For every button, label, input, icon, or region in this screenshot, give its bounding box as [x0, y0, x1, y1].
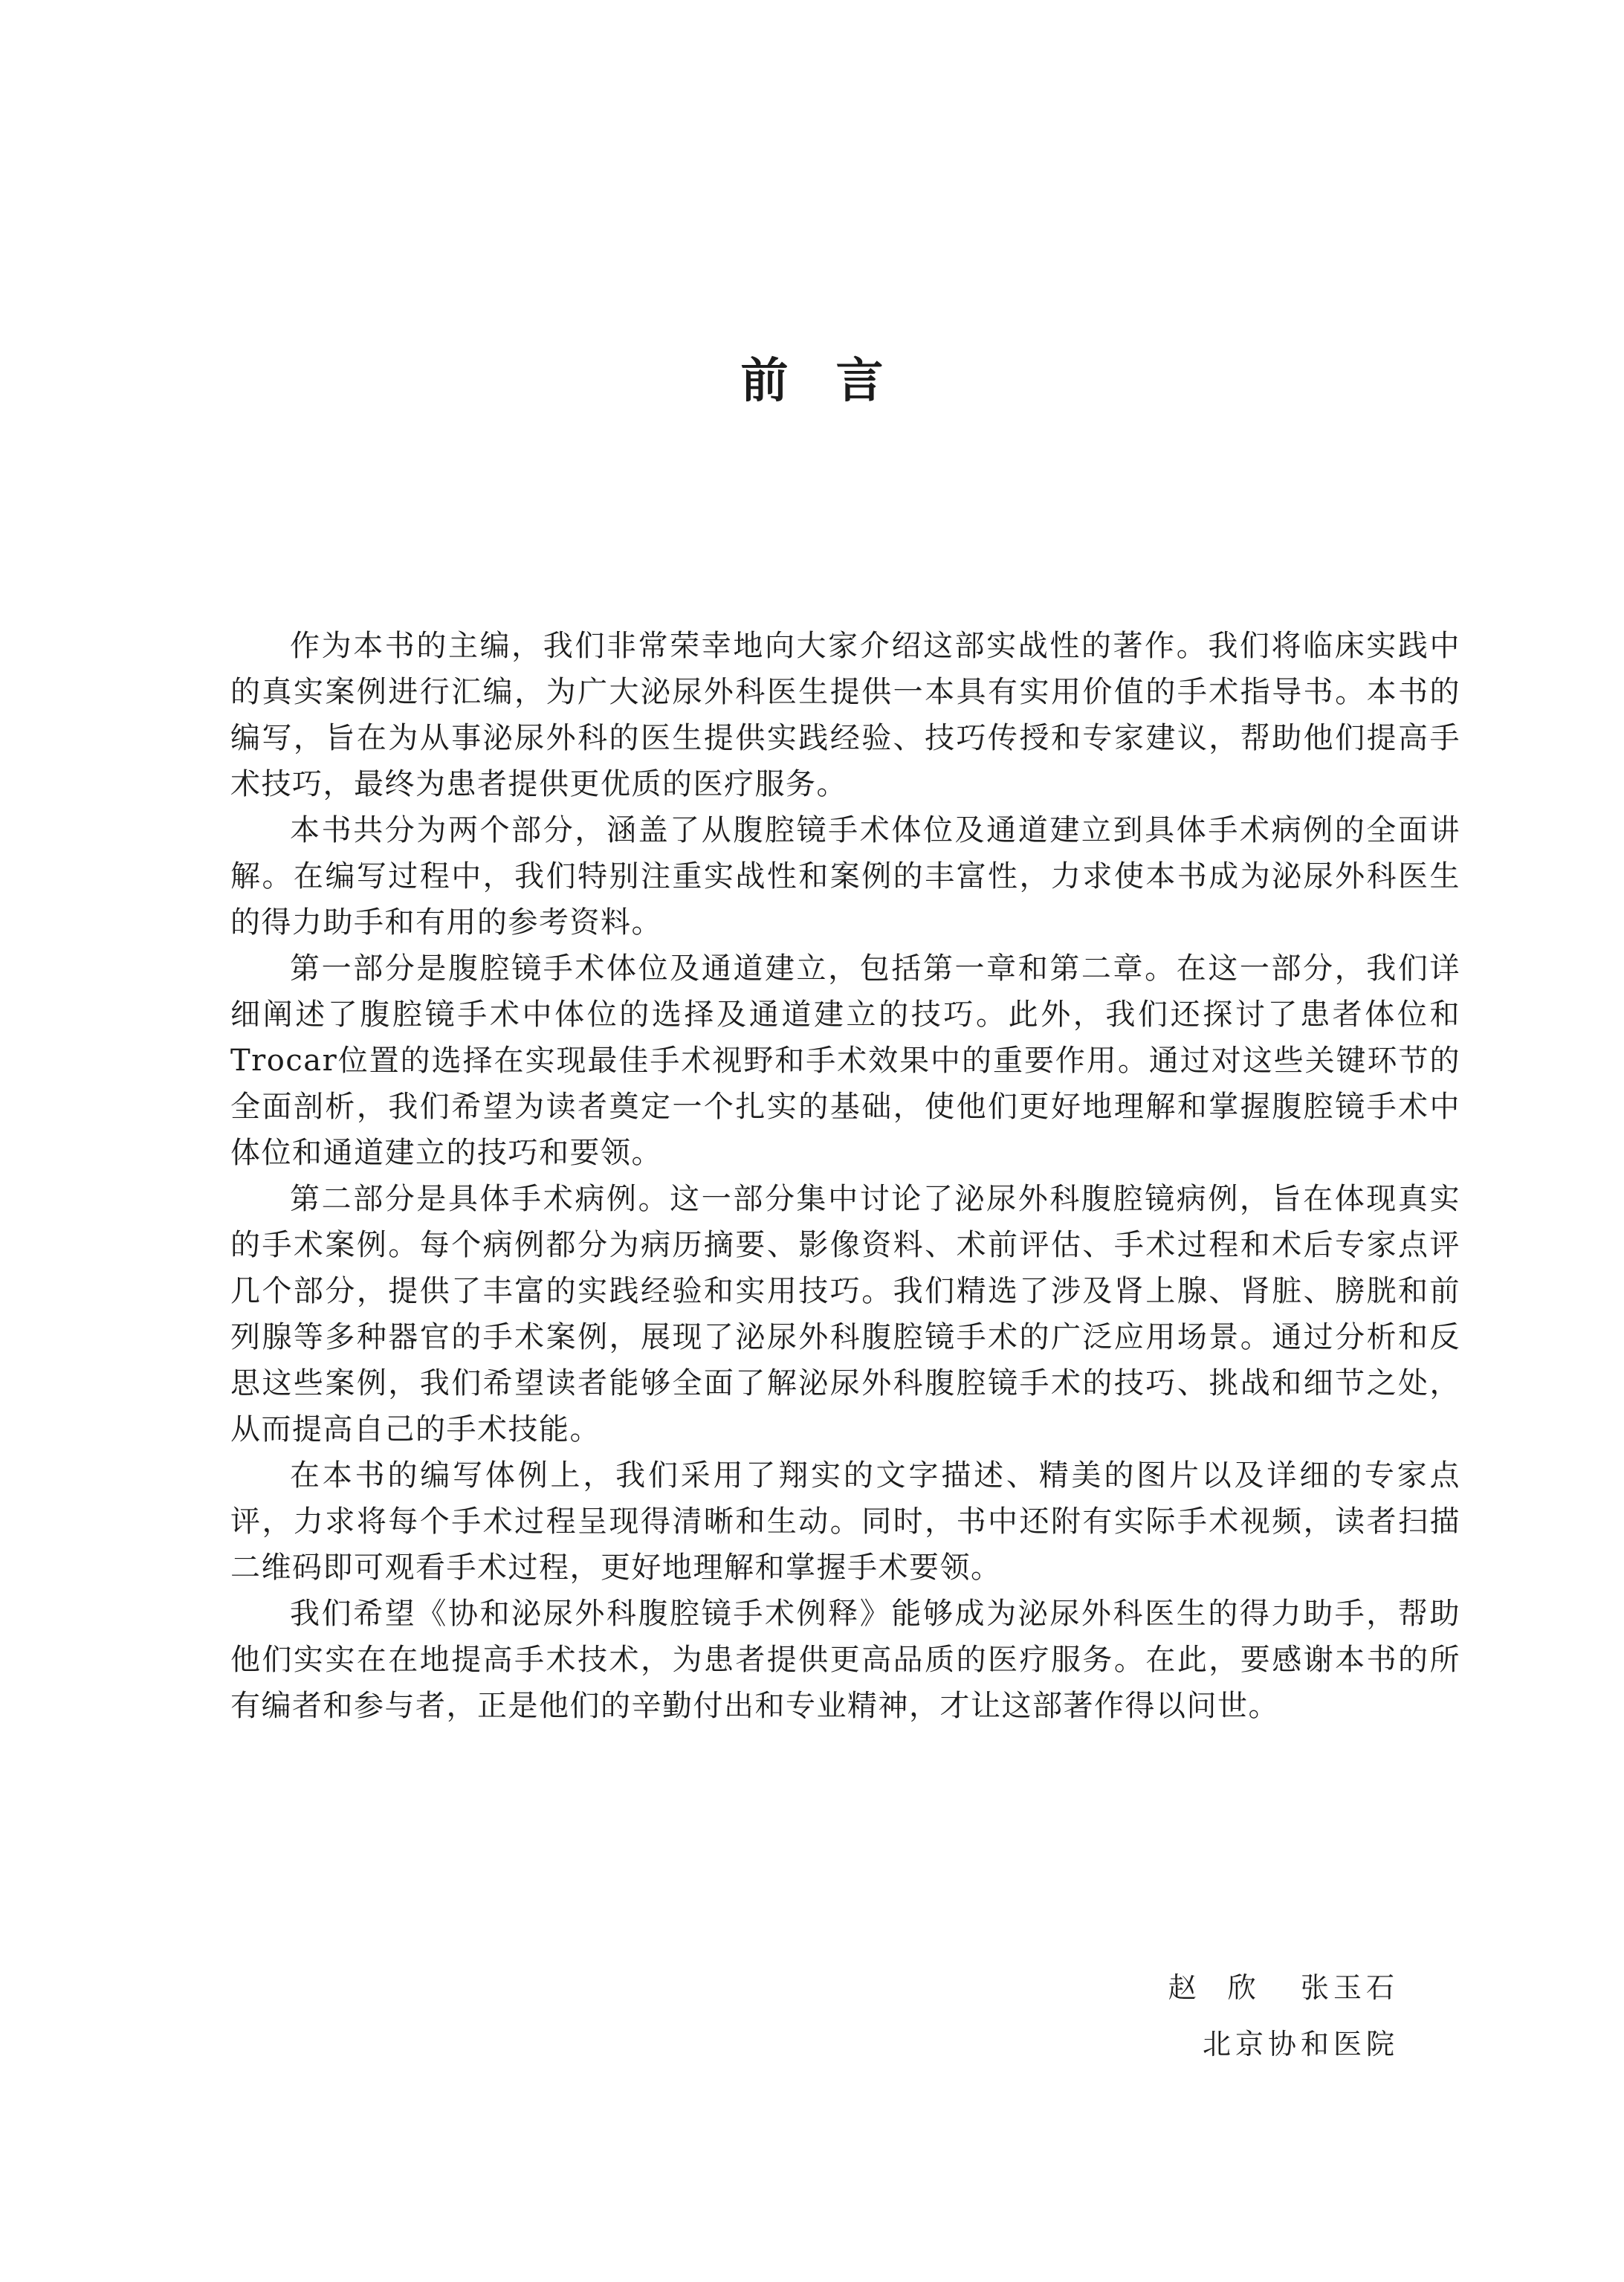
- title-char-1: 前: [740, 354, 789, 409]
- preface-body: [230, 623, 1460, 1729]
- title-char-2: 言: [835, 354, 884, 409]
- paragraph-2: 本书共分为两个部分，涵盖了从腹腔镜手术体位及通道建立到具体手术病例的全面讲解。在编写过程中，我们特别注重实战性和案例的丰富性，力求使本书成为泌尿外科医生的得力助手和有用的参考资料。: [230, 813, 1460, 940]
- signature-block: [1168, 1959, 1399, 2072]
- signature-authors: 赵 欣 张玉石: [1168, 1971, 1399, 2004]
- paragraph-4: 第二部分是具体手术病例。这一部分集中讨论了泌尿外科腹腔镜病例，旨在体现真实的手术案例。每个病例都分为病历摘要、影像资料、术前评估、手术过程和术后专家点评几个部分，提供了丰富的实践经验和实用技巧。我们精选了涉及肾上腺、肾脏、膀胱和前列腺等多种器官的手术案例，展现了泌尿外科腹腔镜手术的广泛应用场景。通过分析和反思这些案例，我们希望读者能够全面了解泌尿外科腹腔镜手术的技巧、挑战和细节之处，从而提高自己的手术技能。: [230, 1182, 1460, 1447]
- paragraph-6: 我们希望《协和泌尿外科腹腔镜手术例释》能够成为泌尿外科医生的得力助手，帮助他们实实在在地提高手术技术，为患者提供更高品质的医疗服务。在此，要感谢本书的所有编者和参与者，正是他们的辛勤付出和专业精神，才让这部著作得以问世。: [230, 1597, 1460, 1723]
- page-title: [0, 348, 1624, 415]
- signature-institution: 北京协和医院: [1202, 2028, 1399, 2060]
- paragraph-1: 作为本书的主编，我们非常荣幸地向大家介绍这部实战性的著作。我们将临床实践中的真实案例进行汇编，为广大泌尿外科医生提供一本具有实用价值的手术指导书。本书的编写，旨在为从事泌尿外科的医生提供实践经验、技巧传授和专家建议，帮助他们提高手术技巧，最终为患者提供更优质的医疗服务。: [230, 629, 1460, 801]
- paragraph-5: 在本书的编写体例上，我们采用了翔实的文字描述、精美的图片以及详细的专家点评，力求将每个手术过程呈现得清晰和生动。同时，书中还附有实际手术视频，读者扫描二维码即可观看手术过程，更好地理解和掌握手术要领。: [230, 1458, 1460, 1585]
- paragraph-3: 第一部分是腹腔镜手术体位及通道建立，包括第一章和第二章。在这一部分，我们详细阐述了腹腔镜手术中体位的选择及通道建立的技巧。此外，我们还探讨了患者体位和Trocar位置的选择在实现最佳手术视野和手术效果中的重要作用。通过对这些关键环节的全面剖析，我们希望为读者奠定一个扎实的基础，使他们更好地理解和掌握腹腔镜手术中体位和通道建立的技巧和要领。: [230, 951, 1460, 1170]
